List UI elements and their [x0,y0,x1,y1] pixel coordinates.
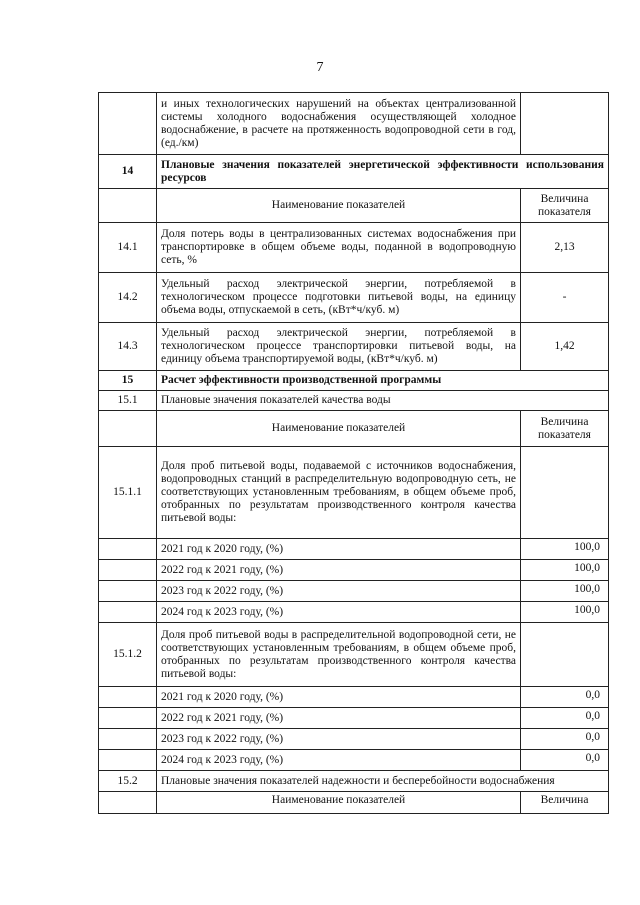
row-value: - [521,273,609,323]
year-label: 2021 год к 2020 году, (%) [157,539,521,560]
table-row [99,273,609,323]
row-number: 14.2 [99,273,157,323]
year-label: 2023 год к 2022 году, (%) [157,729,521,750]
year-row [99,560,609,581]
number-cell [99,581,157,602]
year-row [99,729,609,750]
number-cell [99,93,157,155]
row-value: 1,42 [521,323,609,371]
year-label: 2022 год к 2021 году, (%) [157,708,521,729]
row-text: Доля проб питьевой воды, подаваемой с источников водоснабжения, водопроводных станций в распределительную водопроводную сеть, не соответствующих установленным требованиям, в общем объеме проб, отобранных по результатам производственного контроля качества питьевой воды: [157,447,521,539]
year-value: 0,0 [521,729,609,750]
table-row [99,93,609,155]
year-row [99,539,609,560]
header-row [99,411,609,447]
indicators-table [98,92,609,814]
number-cell [99,411,157,447]
value-cell [521,623,609,687]
value-cell [521,93,609,155]
row-number: 14.1 [99,223,157,273]
table-row [99,223,609,273]
row-number: 15.1.2 [99,623,157,687]
row-number: 15.2 [99,771,157,792]
table-row [99,771,609,792]
section-row [99,371,609,391]
year-row [99,602,609,623]
header-row [99,792,609,814]
header-value: Величина показателя [521,411,609,447]
row-text: Плановые значения показателей надежности и бесперебойности водоснабжения [157,771,609,792]
section-15-title: Расчет эффективности производственной программы [157,371,609,391]
continuation-text: и иных технологических нарушений на объектах централизованной системы холодного водоснабжения осуществляющей холодное водоснабжение, в расчете на протяженность водопроводной сети в год, (ед./км) [157,93,521,155]
row-number: 15.1.1 [99,447,157,539]
header-name: Наименование показателей [157,189,521,223]
number-cell [99,539,157,560]
year-value: 100,0 [521,539,609,560]
year-label: 2024 год к 2023 году, (%) [157,750,521,771]
number-cell [99,189,157,223]
number-cell [99,792,157,814]
header-row [99,189,609,223]
number-cell [99,602,157,623]
number-cell [99,750,157,771]
row-text: Удельный расход электрической энергии, потребляемой в технологическом процессе подготовки питьевой воды, на единицу объема воды, отпускаемой в сеть, (кВт*ч/куб. м) [157,273,521,323]
section-row [99,155,609,189]
row-number: 15.1 [99,391,157,411]
number-cell [99,729,157,750]
year-value: 0,0 [521,708,609,729]
year-value: 0,0 [521,750,609,771]
table-row [99,447,609,539]
table-row [99,391,609,411]
number-cell [99,560,157,581]
year-row [99,687,609,708]
header-name: Наименование показателей [157,411,521,447]
section-14-title: Плановые значения показателей энергетической эффективности использования ресурсов [157,155,609,189]
header-value: Величина [521,792,609,814]
year-row [99,708,609,729]
section-14-number: 14 [99,155,157,189]
row-text: Удельный расход электрической энергии, потребляемой в технологическом процессе транспортировки питьевой воды, на единицу объема транспортируемой воды, (кВт*ч/куб. м) [157,323,521,371]
row-number: 14.3 [99,323,157,371]
table-row [99,323,609,371]
table-row [99,623,609,687]
year-value: 0,0 [521,687,609,708]
year-value: 100,0 [521,602,609,623]
year-row [99,581,609,602]
year-label: 2022 год к 2021 году, (%) [157,560,521,581]
year-value: 100,0 [521,560,609,581]
year-row [99,750,609,771]
header-name: Наименование показателей [157,792,521,814]
year-label: 2021 год к 2020 году, (%) [157,687,521,708]
row-text: Доля проб питьевой воды в распределительной водопроводной сети, не соответствующих установленным требованиям, в общем объеме проб, отобранных по результатам производственного контроля качества питьевой воды: [157,623,521,687]
year-label: 2024 год к 2023 году, (%) [157,602,521,623]
row-text: Плановые значения показателей качества воды [157,391,609,411]
row-value: 2,13 [521,223,609,273]
year-label: 2023 год к 2022 году, (%) [157,581,521,602]
year-value: 100,0 [521,581,609,602]
number-cell [99,708,157,729]
number-cell [99,687,157,708]
page-number: 7 [316,60,324,75]
value-cell [521,447,609,539]
section-15-number: 15 [99,371,157,391]
header-value: Величина показателя [521,189,609,223]
row-text: Доля потерь воды в централизованных системах водоснабжения при транспортировке в общем объеме воды, поданной в водопроводную сеть, % [157,223,521,273]
